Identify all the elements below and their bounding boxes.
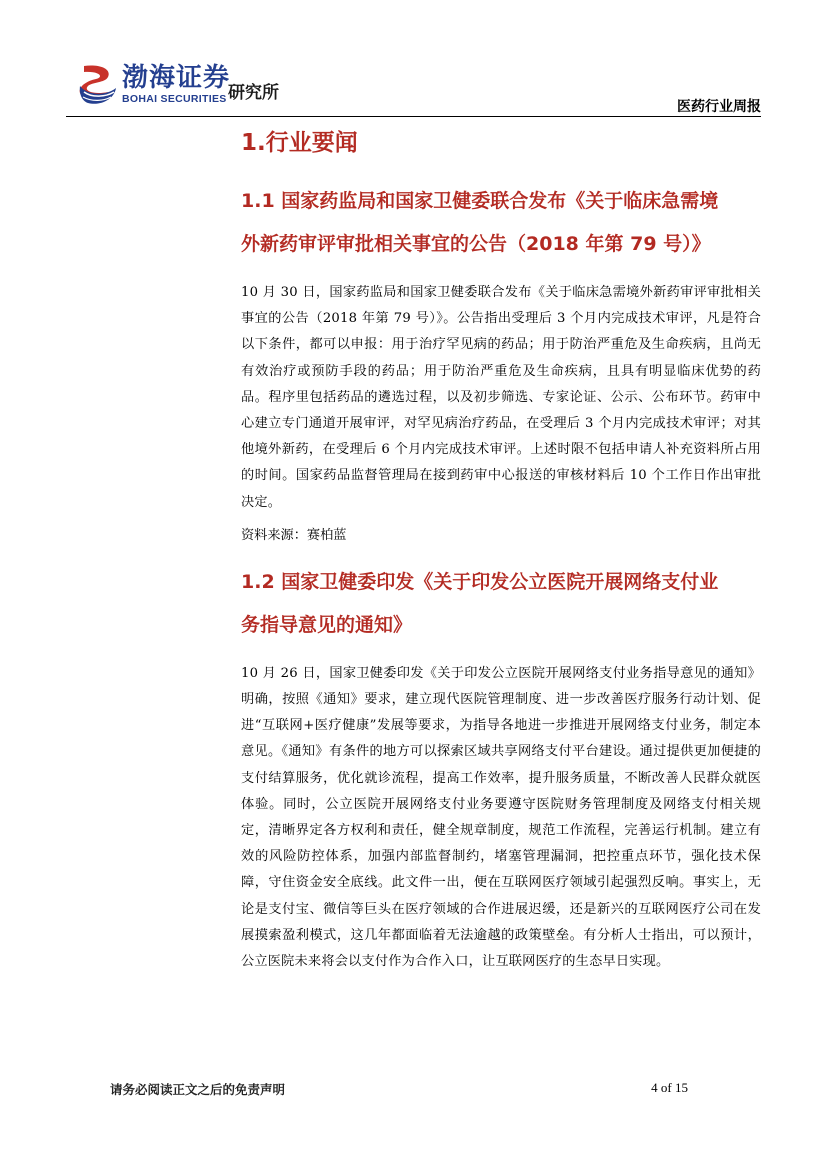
news-item-1-body: 10 月 30 日，国家药监局和国家卫健委联合发布《关于临床急需境外新药审评审批相关事宜的公告（2018 年第 79 号）》。公告指出受理后 3 个月内完成技术审评，凡是符合以下条件，都可以申报：用于治疗罕见病的药品；用于防治严重危及生命疾病，且尚无有效治疗或预防手段的药品；用于防治严重危及生命疾病，且具有明显临床优势的药品。程序里包括药品的遴选过程，以及初步筛选、专家论证、公示、公布环节。药审中心建立专门通道开展审评，对罕见病治疗药品，在受理后 3 个月内完成技术审评；对其他境外新药，在受理后 6 个月内完成技术审评。上述时限不包括申请人补充资料所占用的时间。国家药品监督管理局在接到药审中心报送的审核材料后 10 个工作日作出审批决定。 [241, 285, 761, 510]
news-item-1-title-line-2: 外新药审评审批相关事宜的公告（2018 年第 79 号）》 [241, 233, 711, 255]
brand-name-cn: 渤海证券 [122, 63, 231, 93]
section-title: 1.行业要闻 [241, 130, 358, 156]
news-item-2-body: 10 月 26 日，国家卫健委印发《关于印发公立医院开展网络支付业务指导意见的通知》明确，按照《通知》要求，建立现代医院管理制度、进一步改善医疗服务行动计划、促进“互联网+医疗健康”发展等要求，为指导各地进一步推进开展网络支付业务，制定本意见。《通知》有条件的地方可以探索区域共享网络支付平台建设。通过提供更加便捷的支付结算服务，优化就诊流程，提高工作效率，提升服务质量，不断改善人民群众就医体验。同时，公立医院开展网络支付业务要遵守医院财务管理制度及网络支付相关规定，清晰界定各方权利和责任，健全规章制度，规范工作流程，完善运行机制。建立有效的风险防控体系，加强内部监督制约，堵塞管理漏洞，把控重点环节，强化技术保障，守住资金安全底线。此文件一出，便在互联网医疗领域引起强烈反响。事实上，无论是支付宝、微信等巨头在医疗领域的合作进展迟缓，还是新兴的互联网医疗公司在发展摸索盈利模式，这几年都面临着无法逾越的政策壁垒。有分析人士指出，可以预计，公立医院未来将会以支付作为合作入口，让互联网医疗的生态早日实现。 [241, 665, 761, 970]
news-item-2-title-line-1: 1.2 国家卫健委印发《关于印发公立医院开展网络支付业 [241, 570, 719, 593]
bohai-logo-icon [78, 62, 118, 106]
header-divider [66, 116, 761, 117]
page-header [0, 0, 827, 120]
page-number: 4 of 15 [651, 1080, 688, 1095]
news-item-1-title-line-1: 1.1 国家药监局和国家卫健委联合发布《关于临床急需境 [241, 190, 719, 212]
institute-label: 研究所 [228, 83, 279, 103]
news-item-1-source: 资料来源：赛柏蓝 [241, 527, 347, 543]
brand-name-en: BOHAI SECURITIES [122, 93, 227, 105]
news-item-2-title-line-2: 务指导意见的通知》 [241, 613, 413, 636]
brand-block [122, 64, 230, 105]
footer-disclaimer: 请务必阅读正文之后的免责声明 [110, 1082, 286, 1097]
report-type-label: 医药行业周报 [677, 99, 761, 115]
main-content [241, 122, 761, 975]
